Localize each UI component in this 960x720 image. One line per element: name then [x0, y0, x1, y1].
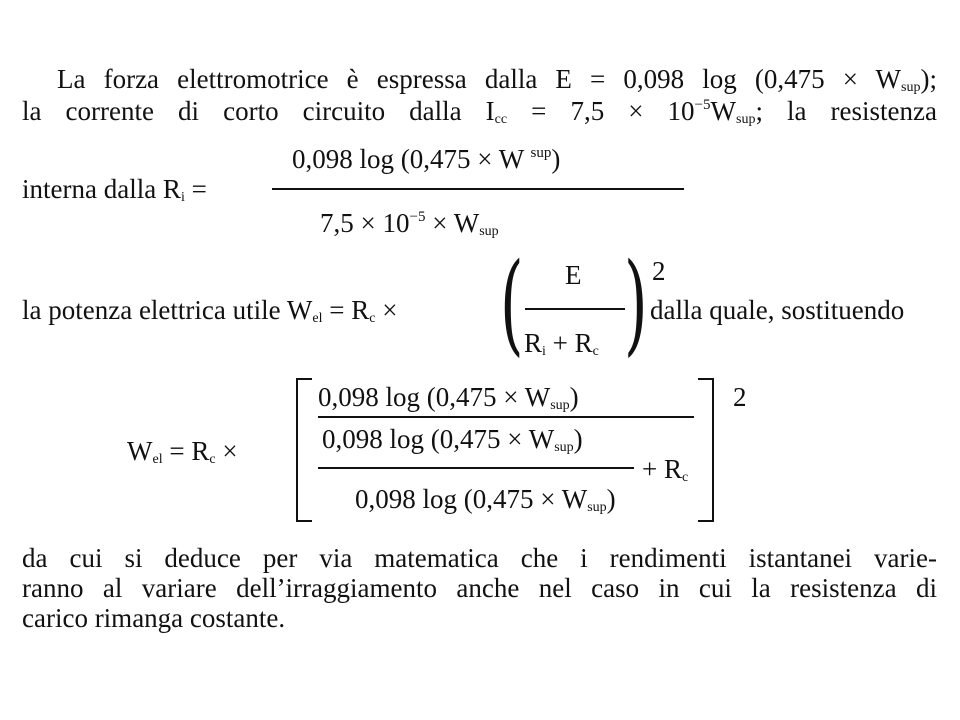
ri-fraction-bar [272, 188, 684, 190]
big-lhs [127, 438, 238, 467]
wel-numerator [565, 262, 582, 289]
wel-fraction-bar [525, 308, 625, 310]
big-main-fraction-bar [318, 416, 694, 418]
ri-numerator [292, 146, 560, 173]
big-lhs-eq: = R [162, 436, 210, 466]
ri-label-text: interna dalla R [22, 174, 181, 204]
emf-end: ); [920, 64, 937, 94]
para-line-3 [22, 605, 285, 632]
big-lhs-sub1: el [152, 452, 163, 467]
wel-denominator [524, 330, 599, 359]
para-1-text: da cui si deduce per via matematica che i rendimenti istantanei varie- [22, 543, 937, 573]
big-right-bracket [698, 378, 714, 522]
wel-num-text: E [565, 260, 582, 290]
big-inner-num-text: 0,098 log (0,475 × W [322, 424, 555, 454]
wel-label-sub2: c [369, 311, 376, 326]
current-w-sub: sup [736, 112, 756, 127]
big-num-end: ) [569, 382, 579, 412]
wel-den-r: R [524, 328, 543, 358]
ri-label [22, 176, 207, 205]
big-lhs-w: W [127, 436, 153, 466]
wel-den-sub1: i [542, 344, 546, 359]
wel-den-plus: + R [545, 328, 593, 358]
ri-num-sup: sup [530, 145, 552, 161]
wel-label [22, 297, 397, 326]
ri-num-text: 0,098 log (0,475 × W [292, 144, 531, 174]
current-sub: cc [494, 112, 508, 127]
para-3-text: carico rimanga costante. [22, 603, 286, 633]
emf-sub: sup [901, 80, 921, 95]
big-left-bracket [296, 378, 312, 522]
wel-label-sub1: el [312, 311, 323, 326]
current-end: ; la resistenza [755, 96, 937, 126]
para-2-text: ranno al variare dell’irraggiamento anche nel caso in cui la resistenza di [22, 573, 937, 603]
big-inner-numerator [322, 426, 583, 455]
big-num-text: 0,098 log (0,475 × W [318, 382, 551, 412]
big-inner-den-text: 0,098 log (0,475 × W [355, 484, 588, 514]
big-lhs-times: × [215, 436, 238, 466]
wel-label-times: × [375, 295, 398, 325]
wel-label-eq: = R [322, 295, 370, 325]
emf-text: La forza elettromotrice è espressa dalla E = 0,098 log (0,475 × W [57, 64, 902, 94]
ri-den-text: 7,5 × 10 [320, 208, 410, 238]
ri-den-sub: sup [479, 224, 499, 239]
big-inner-den-sub: sup [587, 500, 607, 515]
wel-right-paren: ) [624, 239, 648, 367]
current-eq: = 7,5 × 10 [507, 96, 695, 126]
big-plus-sub: c [682, 470, 689, 485]
big-exponent [733, 384, 747, 411]
ri-label-eq: = [184, 174, 207, 204]
current-text: la corrente di corto circuito dalla I [22, 96, 495, 126]
current-w: W [710, 96, 736, 126]
big-inner-den-end: ) [606, 484, 616, 514]
big-inner-fraction-bar [318, 467, 634, 469]
ri-den-sup: −5 [409, 209, 426, 225]
para-line-2 [22, 575, 937, 602]
big-lhs-sub2: c [209, 452, 216, 467]
text-line-current [22, 98, 937, 127]
big-inner-num-sub: sup [554, 440, 574, 455]
wel-left-paren: ( [500, 239, 524, 367]
ri-label-sub: i [180, 190, 185, 205]
ri-num-end: ) [551, 144, 561, 174]
big-plus-text: + R [642, 454, 682, 484]
big-numerator [318, 384, 579, 413]
wel-exponent [652, 258, 666, 285]
wel-label-text: la potenza elettrica utile W [22, 295, 313, 325]
big-num-sub: sup [550, 398, 570, 413]
wel-after-text [650, 297, 904, 324]
big-plus-rc [642, 456, 688, 485]
wel-after: dalla quale, sostituendo [650, 295, 905, 325]
current-exp: −5 [694, 97, 711, 113]
ri-den-w: × W [425, 208, 480, 238]
wel-den-sub2: c [592, 344, 599, 359]
para-line-1 [22, 545, 937, 572]
wel-exp-text: 2 [652, 256, 666, 286]
big-exp-text: 2 [733, 382, 747, 412]
text-line-emf [57, 66, 937, 95]
big-inner-denominator [355, 486, 616, 515]
big-inner-num-end: ) [573, 424, 583, 454]
ri-denominator [320, 210, 499, 239]
